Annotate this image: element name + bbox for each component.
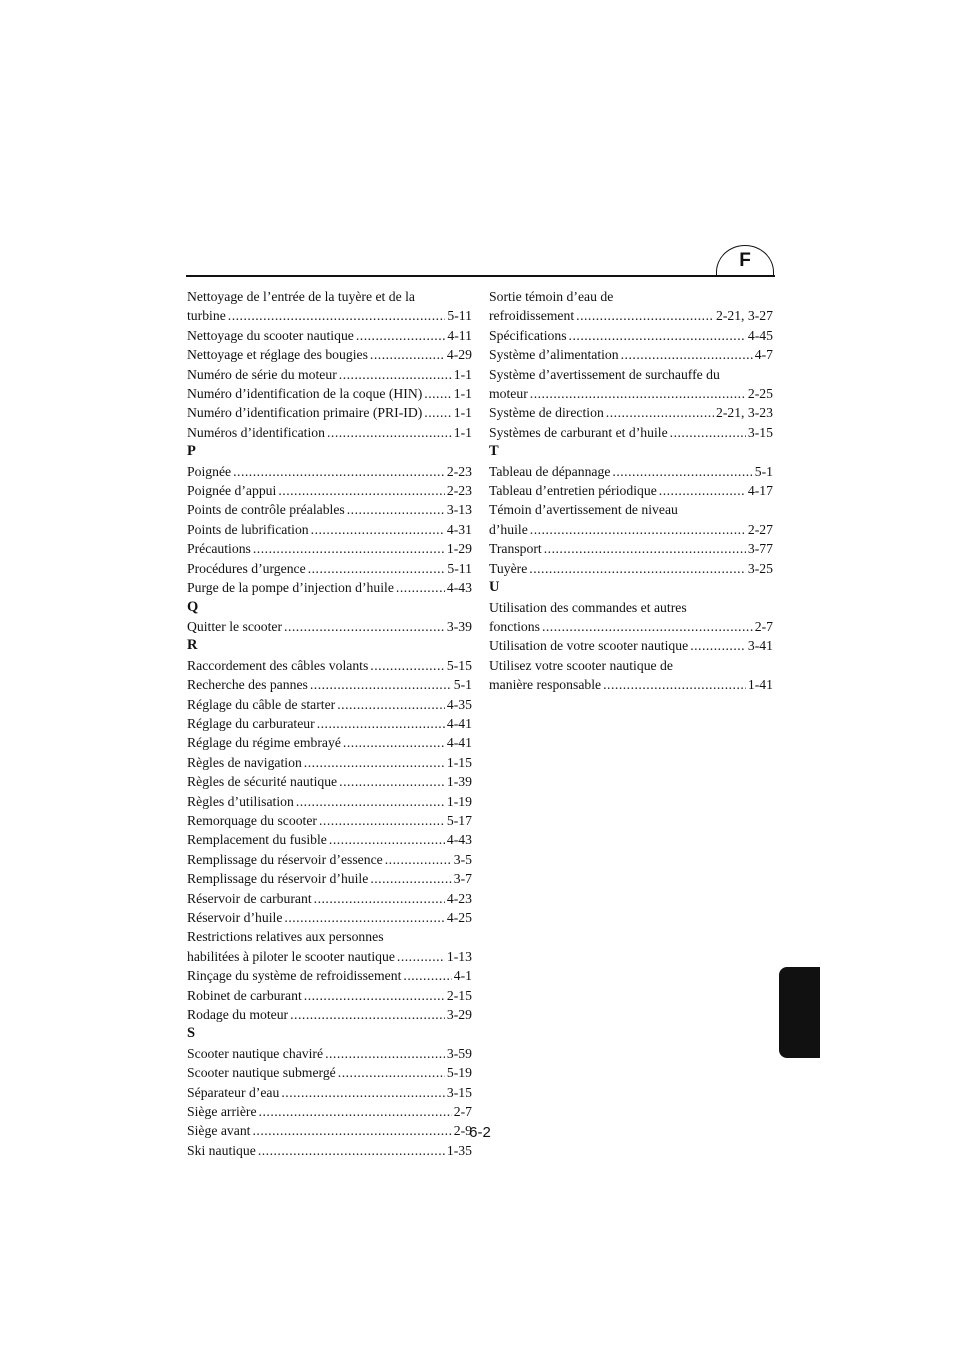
index-entry — [187, 306, 472, 325]
index-entry — [187, 811, 472, 830]
index-entry-page: 2-7 — [754, 618, 773, 634]
index-entry-page: 1-1 — [453, 405, 472, 421]
index-entry-title: Poignée — [187, 463, 232, 479]
index-entry-title: Remplacement du fusible — [187, 832, 327, 848]
index-entry-page: 1-1 — [453, 424, 472, 440]
index-entry-page: 3-41 — [747, 638, 773, 654]
index-letter-heading: R — [187, 637, 198, 654]
index-entry-page: 5-1 — [754, 463, 773, 479]
index-entry — [187, 1063, 472, 1082]
dot-leader — [337, 695, 445, 714]
index-entry-title: Réglage du câble de starter — [187, 696, 336, 712]
dot-leader — [278, 481, 445, 500]
index-entry — [187, 559, 472, 578]
dot-leader — [319, 811, 445, 830]
dot-leader — [612, 462, 752, 481]
index-entry-line: Témoin d’avertissement de niveau — [489, 502, 678, 518]
index-entry — [187, 539, 472, 558]
dot-leader — [284, 908, 445, 927]
index-entry-title: Nettoyage et réglage des bougies — [187, 347, 368, 363]
index-entry-line: Utilisation des commandes et autres — [489, 599, 687, 615]
index-entry-page: 1-13 — [446, 948, 472, 964]
dot-leader — [233, 462, 445, 481]
index-entry — [187, 869, 472, 888]
index-entry — [187, 675, 472, 694]
index-entry-title: Spécifications — [489, 327, 567, 343]
index-entry-title: Siège arrière — [187, 1104, 257, 1120]
index-entry — [489, 617, 773, 636]
index-entry-title: manière responsable — [489, 677, 602, 693]
index-entry-page: 1-41 — [747, 677, 773, 693]
index-entry — [489, 675, 773, 694]
dot-leader — [370, 345, 445, 364]
page-number: 6-2 — [469, 1124, 491, 1141]
index-entry-page: 1-39 — [446, 774, 472, 790]
index-entry-page: 4-1 — [453, 968, 472, 984]
dot-leader — [424, 384, 451, 403]
index-entry-page: 2-21, 3-27 — [715, 308, 773, 324]
index-entry-page: 2-23 — [446, 483, 472, 499]
index-entry — [489, 559, 773, 578]
index-entry — [187, 714, 472, 733]
dot-leader — [397, 947, 445, 966]
index-entry — [187, 481, 472, 500]
index-entry-title: Purge de la pompe d’injection d’huile — [187, 580, 394, 596]
dot-leader — [296, 792, 445, 811]
dot-leader — [403, 966, 451, 985]
index-entry-page: 5-19 — [446, 1065, 472, 1081]
index-entry — [489, 345, 773, 364]
index-entry-title: Robinet de carburant — [187, 987, 302, 1003]
index-letter-heading: T — [489, 443, 499, 460]
index-entry-page: 2-15 — [446, 987, 472, 1003]
index-entry-title: Numéro d’identification primaire (PRI-ID) — [187, 405, 423, 421]
index-entry-page: 3-15 — [747, 424, 773, 440]
index-entry — [187, 423, 472, 442]
index-entry-page: 4-17 — [747, 483, 773, 499]
index-entry-title: Règles de navigation — [187, 754, 302, 770]
index-entry-page: 4-43 — [446, 832, 472, 848]
index-entry-title: Séparateur d’eau — [187, 1084, 280, 1100]
index-entry-title: Système d’alimentation — [489, 347, 619, 363]
dot-leader — [339, 772, 445, 791]
dot-leader — [396, 578, 445, 597]
index-entry-title: Rinçage du système de refroidissement — [187, 968, 402, 984]
index-entry-page: 3-15 — [446, 1084, 472, 1100]
index-entry-title: Remplissage du réservoir d’huile — [187, 871, 369, 887]
index-entry — [187, 830, 472, 849]
dot-leader — [690, 636, 746, 655]
language-badge: F — [716, 245, 774, 275]
index-entry — [489, 403, 773, 422]
index-entry-title: fonctions — [489, 618, 540, 634]
index-letter-heading: P — [187, 443, 196, 460]
dot-leader — [659, 481, 746, 500]
index-entry-title: Ski nautique — [187, 1142, 256, 1158]
dot-leader — [228, 306, 446, 325]
index-entry-title: Raccordement des câbles volants — [187, 657, 369, 673]
index-entry — [489, 520, 773, 539]
index-entry-title: Rodage du moteur — [187, 1007, 289, 1023]
index-entry-page: 4-43 — [446, 580, 472, 596]
index-entry — [187, 1044, 472, 1063]
index-entry-title: Procédures d’urgence — [187, 560, 306, 576]
dot-leader — [606, 403, 714, 422]
index-entry-page: 1-1 — [453, 366, 472, 382]
index-entry-page: 3-25 — [747, 560, 773, 576]
index-letter-heading: Q — [187, 598, 199, 615]
index-entry-page: 3-59 — [446, 1045, 472, 1061]
index-entry-title: Règles de sécurité nautique — [187, 774, 338, 790]
index-entry-line: Nettoyage de l’entrée de la tuyère et de la — [187, 289, 416, 304]
index-entry — [187, 462, 472, 481]
index-entry — [187, 656, 472, 675]
index-entry — [187, 733, 472, 752]
dot-leader — [529, 559, 746, 578]
dot-leader — [424, 403, 451, 422]
index-column-left — [187, 287, 472, 1160]
dot-leader — [310, 675, 452, 694]
index-entry-page: 3-39 — [446, 618, 472, 634]
index-entry — [489, 384, 773, 403]
index-entry — [489, 423, 773, 442]
dot-leader — [317, 714, 445, 733]
index-entry-page: 4-25 — [446, 910, 472, 925]
index-entry-page: 4-41 — [446, 735, 472, 751]
index-entry-page: 2-21, 3-23 — [715, 405, 773, 421]
index-entry-title: Tableau d’entretien périodique — [489, 483, 657, 499]
index-entry — [187, 617, 472, 636]
index-entry-title: moteur — [489, 386, 528, 402]
dot-leader — [253, 539, 445, 558]
index-entry-title: d’huile — [489, 521, 528, 537]
index-entry-page: 3-5 — [453, 851, 472, 867]
index-entry — [187, 1083, 472, 1102]
dot-leader — [385, 850, 452, 869]
dot-leader — [304, 753, 445, 772]
dot-leader — [530, 520, 746, 539]
index-entry — [187, 403, 472, 422]
index-entry-page: 1-19 — [446, 793, 472, 809]
index-column-right — [489, 287, 773, 695]
dot-leader — [347, 500, 445, 519]
dot-leader — [308, 559, 446, 578]
index-entry-line: Utilisez votre scooter nautique de — [489, 657, 673, 673]
index-entry — [187, 695, 472, 714]
index-entry — [489, 636, 773, 655]
dot-leader — [338, 1063, 445, 1082]
index-entry — [489, 481, 773, 500]
index-entry-title: Tuyère — [489, 560, 528, 576]
dot-leader — [569, 326, 746, 345]
index-entry — [187, 792, 472, 811]
index-entry-title: Nettoyage du scooter nautique — [187, 327, 354, 343]
index-entry-title: Scooter nautique chaviré — [187, 1045, 324, 1061]
dot-leader — [370, 656, 445, 675]
index-entry-title: Points de lubrification — [187, 521, 309, 537]
index-letter-heading: U — [489, 579, 500, 596]
index-entry-page: 4-45 — [747, 327, 773, 343]
dot-leader — [670, 423, 746, 442]
index-entry-page: 3-77 — [747, 541, 773, 557]
dot-leader — [281, 1083, 445, 1102]
index-entry-page: 2-25 — [747, 386, 773, 402]
index-entry-title: Points de contrôle préalables — [187, 502, 345, 518]
index-entry-page: 4-31 — [446, 521, 472, 537]
index-entry-title: Réglage du carburateur — [187, 715, 315, 731]
dot-leader — [356, 326, 446, 345]
index-entry-line: Restrictions relatives aux personnes — [187, 929, 384, 945]
index-entry — [187, 889, 472, 908]
index-entry-page: 1-35 — [446, 1142, 472, 1158]
index-entry-title: Système de direction — [489, 405, 604, 421]
index-entry-line: Système d’avertissement de surchauffe du — [489, 366, 720, 382]
index-entry — [187, 772, 472, 791]
index-entry — [187, 947, 472, 966]
dot-leader — [339, 365, 452, 384]
index-entry — [187, 1102, 472, 1121]
index-entry-line: Sortie témoin d’eau de — [489, 289, 614, 304]
dot-leader — [542, 617, 753, 636]
index-entry — [187, 1141, 472, 1160]
dot-leader — [603, 675, 746, 694]
index-entry-title: Réservoir d’huile — [187, 910, 283, 925]
index-entry-title: Remplissage du réservoir d’essence — [187, 851, 383, 867]
index-entry-title: Numéros d’identification — [187, 424, 325, 440]
index-entry-page: 4-7 — [754, 347, 773, 363]
index-entry — [187, 500, 472, 519]
section-thumb-tab — [779, 967, 820, 1058]
index-entry-page: 5-17 — [446, 812, 472, 828]
index-entry-page: 3-7 — [453, 871, 472, 887]
index-entry-page: 4-29 — [446, 347, 472, 363]
index-entry — [489, 539, 773, 558]
index-entry-title: Utilisation de votre scooter nautique — [489, 638, 689, 654]
index-letter-heading: S — [187, 1025, 196, 1042]
index-entry-title: Transport — [489, 541, 542, 557]
index-entry-page: 5-11 — [447, 560, 472, 576]
dot-leader — [290, 1005, 445, 1024]
index-entry-page: 5-15 — [446, 657, 472, 673]
index-entry-title: turbine — [187, 308, 226, 324]
dot-leader — [544, 539, 746, 558]
dot-leader — [304, 986, 445, 1005]
header-rule — [186, 275, 775, 277]
index-entry — [489, 462, 773, 481]
index-entry-page: 1-1 — [453, 386, 472, 402]
index-entry-page: 4-23 — [446, 890, 472, 906]
index-entry — [187, 520, 472, 539]
index-entry-title: refroidissement — [489, 308, 575, 324]
index-entry-page: 3-29 — [446, 1007, 472, 1023]
index-entry — [187, 365, 472, 384]
index-entry-title: Règles d’utilisation — [187, 793, 294, 809]
index-entry-page: 2-27 — [747, 521, 773, 537]
index-entry-page: 3-13 — [446, 502, 472, 518]
index-entry-page: 4-41 — [446, 715, 472, 731]
dot-leader — [530, 384, 746, 403]
index-entry-page: 2-7 — [453, 1104, 472, 1120]
dot-leader — [284, 617, 445, 636]
index-entry — [187, 384, 472, 403]
index-entry-page: 5-1 — [453, 677, 472, 693]
index-entry — [187, 326, 472, 345]
index-entry-page: 4-11 — [447, 327, 472, 343]
index-entry-title: Poignée d’appui — [187, 483, 277, 499]
dot-leader — [343, 733, 445, 752]
index-entry-title: Recherche des pannes — [187, 677, 308, 693]
dot-leader — [621, 345, 753, 364]
index-entry-title: Tableau de dépannage — [489, 463, 611, 479]
index-entry-title: Quitter le scooter — [187, 618, 283, 634]
dot-leader — [258, 1141, 445, 1160]
index-entry — [187, 345, 472, 364]
index-entry-page: 2-9 — [453, 1123, 472, 1139]
dot-leader — [329, 830, 445, 849]
index-entry-page: 2-23 — [446, 463, 472, 479]
index-entry — [187, 850, 472, 869]
index-entry-title: Numéro de série du moteur — [187, 366, 337, 382]
index-entry-title: Réglage du régime embrayé — [187, 735, 341, 751]
index-entry — [187, 908, 472, 927]
index-entry-title: Remorquage du scooter — [187, 812, 317, 828]
index-entry — [489, 306, 773, 325]
dot-leader — [325, 1044, 445, 1063]
index-entry-title: Siège avant — [187, 1123, 251, 1139]
index-entry-title: Numéro d’identification de la coque (HIN) — [187, 386, 423, 402]
index-entry — [187, 1005, 472, 1024]
dot-leader — [311, 520, 445, 539]
index-entry-title: Systèmes de carburant et d’huile — [489, 424, 668, 440]
index-entry-title: Scooter nautique submergé — [187, 1065, 336, 1081]
dot-leader — [327, 423, 452, 442]
index-entry-title: habilitées à piloter le scooter nautique — [187, 948, 395, 964]
index-entry — [187, 578, 472, 597]
index-entry-title: Précautions — [187, 541, 251, 557]
index-entry — [187, 986, 472, 1005]
dot-leader — [314, 889, 445, 908]
index-entry-title: Réservoir de carburant — [187, 890, 312, 906]
dot-leader — [259, 1102, 452, 1121]
index-entry-page: 4-35 — [446, 696, 472, 712]
dot-leader — [576, 306, 714, 325]
index-entry — [187, 966, 472, 985]
index-entry — [187, 753, 472, 772]
dot-leader — [370, 869, 451, 888]
index-entry-page: 1-29 — [446, 541, 472, 557]
index-entry — [489, 326, 773, 345]
index-entry-page: 5-11 — [447, 308, 472, 324]
index-entry-page: 1-15 — [446, 754, 472, 770]
